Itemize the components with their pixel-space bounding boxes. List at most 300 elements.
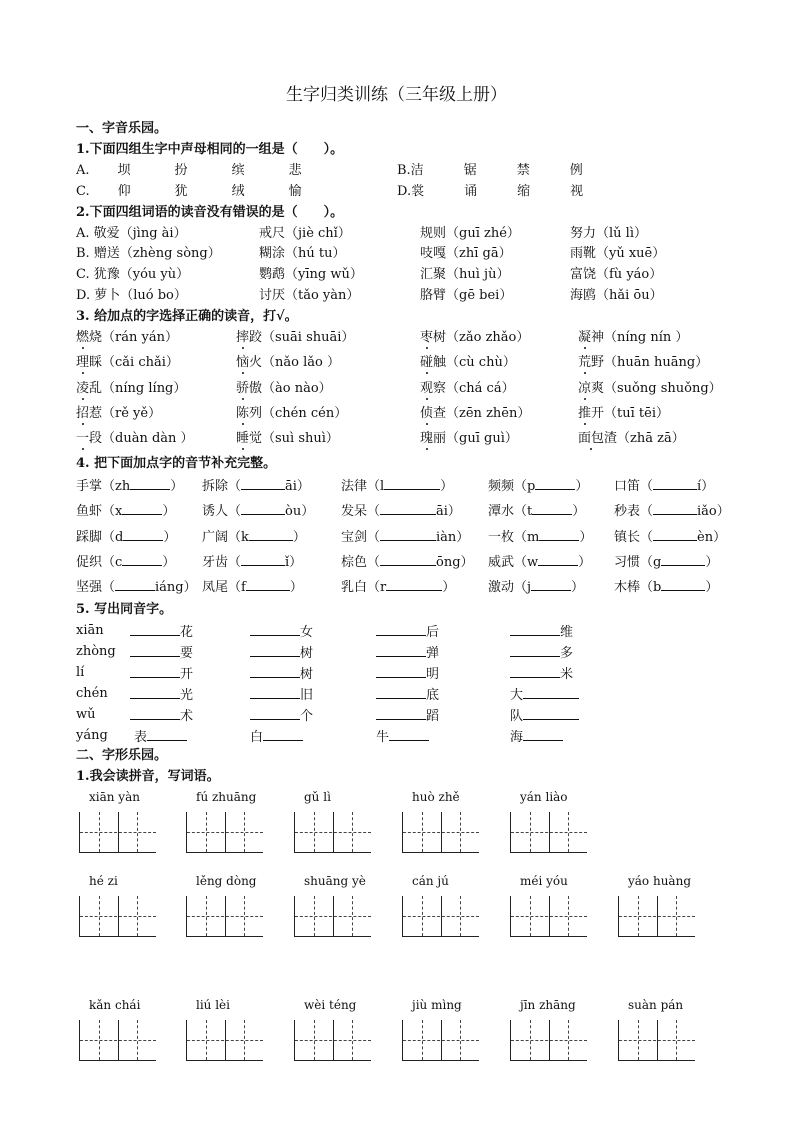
q4-item — [488, 527, 592, 547]
q6-question: 1.我会读拼音，写词语。 — [76, 769, 220, 784]
q5-char: 蹈 — [426, 709, 440, 724]
q5-item — [510, 685, 579, 705]
q4-item — [614, 476, 714, 496]
q4-suffix: iǎo） — [697, 504, 730, 519]
q3-dotted-char: 招 — [76, 406, 90, 421]
q5-item — [250, 643, 313, 663]
grid-midline — [295, 1040, 371, 1041]
q2-item: 戒尺（jiè chǐ） — [259, 226, 351, 241]
q3-dotted-char: 面包 — [578, 431, 605, 446]
writing-grid — [186, 874, 266, 940]
q3-dotted-char: 观 — [420, 381, 434, 396]
grid-midline — [187, 916, 263, 917]
q3-dotted-char: 瑰 — [420, 431, 434, 446]
q3-item — [578, 354, 708, 372]
q5-char: 树 — [300, 646, 314, 661]
q4-item — [202, 476, 310, 496]
q5-blank[interactable] — [523, 706, 579, 720]
q4-prefix: 手掌（zh — [76, 479, 131, 494]
q5-char: 维 — [560, 625, 574, 640]
writing-grid — [402, 998, 482, 1064]
q1-option-c: C. 仰 犹 绒 愉 — [76, 184, 302, 199]
q4-blank[interactable] — [386, 577, 442, 591]
q1-option-a: A. 坝 扮 缤 悲 — [76, 163, 302, 178]
q2-item: 胳臂（gē bei） — [420, 288, 513, 303]
q5-blank[interactable] — [523, 685, 579, 699]
writing-grid — [510, 874, 590, 940]
grid-pinyin: jīn zhāng — [520, 998, 576, 1012]
q5-item — [130, 706, 193, 726]
q1-option-d: D.裳 诵 缩 视 — [397, 184, 584, 199]
q3-item-text: 查（zēn zhēn） — [433, 406, 531, 421]
q4-item — [76, 501, 175, 521]
grid-midline — [187, 1040, 263, 1041]
q3-dotted-char: 凌 — [76, 381, 90, 396]
q4-prefix: 潭水（t — [488, 504, 533, 519]
q3-item — [236, 430, 339, 448]
q5-item — [376, 727, 429, 747]
q5-item — [510, 643, 573, 663]
q3-dotted-char: 睡 — [236, 431, 250, 446]
q5-item — [250, 706, 313, 726]
q4-blank[interactable] — [241, 476, 285, 490]
q3-item — [236, 354, 340, 372]
writing-box[interactable] — [294, 896, 371, 937]
writing-grid — [510, 998, 590, 1064]
section-1-header: 一、字音乐园。 — [76, 121, 168, 136]
q3-item — [76, 430, 194, 448]
q4-item — [341, 501, 461, 521]
q5-blank[interactable] — [376, 706, 426, 720]
q5-char: 明 — [426, 667, 440, 682]
q4-suffix: òu） — [285, 504, 315, 519]
q4-prefix: 鱼虾（x — [76, 504, 123, 519]
q5-char: 旧 — [300, 688, 314, 703]
q5-blank[interactable] — [250, 685, 300, 699]
q3-item — [76, 380, 186, 398]
q3-item-text: 开（tuī tēi） — [591, 406, 669, 421]
grid-pinyin: lěng dòng — [196, 874, 257, 888]
q3-item — [420, 405, 530, 423]
writing-box[interactable] — [402, 1020, 479, 1061]
q4-suffix: ǐ） — [285, 555, 303, 570]
q3-dotted-char: 理 — [76, 355, 90, 370]
grid-midline — [80, 832, 156, 833]
q3-item-text: 火（nǎo lǎo ） — [249, 355, 340, 370]
q3-item — [578, 380, 722, 398]
q3-dotted-char: 凝 — [578, 330, 592, 345]
q5-item — [376, 706, 439, 726]
q4-prefix: 促织（c — [76, 555, 123, 570]
q4-blank[interactable] — [122, 552, 162, 566]
q3-item-text: 渣（zhā zā） — [604, 431, 685, 446]
writing-grid — [79, 874, 159, 940]
q3-item-text: 跤（suāi shuāi） — [249, 330, 355, 345]
q4-prefix: 口笛（ — [614, 479, 654, 494]
q4-prefix: 一枚（m — [488, 530, 540, 545]
writing-grid — [402, 790, 482, 856]
q5-item — [510, 622, 573, 642]
q4-item — [488, 501, 585, 521]
q3-item — [420, 354, 516, 372]
q4-blank[interactable] — [653, 501, 697, 515]
q5-blank[interactable] — [250, 664, 300, 678]
q4-suffix: ōng） — [436, 555, 474, 570]
q4-suffix: ） — [289, 580, 303, 595]
q2-item: 汇聚（huì jù） — [420, 267, 510, 282]
q5-char: 术 — [180, 709, 194, 724]
q3-item-text: 段（duàn dàn ） — [89, 431, 194, 446]
q5-pinyin: lí — [76, 665, 85, 680]
grid-midline — [511, 832, 587, 833]
grid-midline — [295, 832, 371, 833]
writing-box[interactable] — [294, 1020, 371, 1061]
q4-prefix: 木棒（b — [614, 580, 662, 595]
q3-item — [420, 430, 518, 448]
q2-item: 海鸥（hǎi ōu） — [570, 288, 663, 303]
q3-item-text: 触（cù chù） — [433, 355, 516, 370]
q4-suffix: ） — [292, 530, 306, 545]
q5-item — [376, 622, 439, 642]
writing-box[interactable] — [510, 812, 587, 853]
q5-char: 队 — [510, 709, 524, 724]
q4-prefix: 频频（p — [488, 479, 536, 494]
q5-char: 底 — [426, 688, 440, 703]
q4-suffix: āi） — [285, 479, 310, 494]
q3-item-text: 乱（níng líng） — [89, 381, 187, 396]
q4-item — [202, 527, 306, 547]
q5-blank[interactable] — [250, 622, 300, 636]
q4-blank[interactable] — [380, 501, 436, 515]
q5-item — [376, 664, 439, 684]
q5-char: 开 — [180, 667, 194, 682]
q3-item-text: 烧（rán yán） — [89, 330, 178, 345]
q3-item — [76, 329, 178, 347]
q4-blank[interactable] — [122, 501, 162, 515]
grid-pinyin: cán jú — [412, 874, 449, 888]
q3-item — [578, 430, 685, 448]
grid-midline — [80, 1040, 156, 1041]
q5-item — [250, 727, 303, 747]
writing-box[interactable] — [79, 896, 156, 937]
q2-item: 富饶（fù yáo） — [570, 267, 663, 282]
q5-blank[interactable] — [510, 643, 560, 657]
writing-box[interactable] — [402, 896, 479, 937]
q5-pinyin: wǔ — [76, 707, 96, 722]
q5-char: 海 — [510, 730, 524, 745]
q5-blank[interactable] — [130, 622, 180, 636]
q4-suffix: èn） — [697, 530, 727, 545]
q4-prefix: 秒表（ — [614, 504, 654, 519]
q4-prefix: 广阔（k — [202, 530, 249, 545]
writing-grid — [294, 998, 374, 1064]
writing-grid — [79, 790, 159, 856]
q3-dotted-char: 枣 — [420, 330, 434, 345]
q3-question: 3. 给加点的字选择正确的读音，打√。 — [76, 309, 298, 324]
q5-char: 多 — [560, 646, 574, 661]
q4-suffix: ） — [162, 504, 176, 519]
grid-pinyin: yáo huàng — [628, 874, 691, 888]
q3-item — [76, 405, 161, 423]
grid-pinyin: jiù mìng — [412, 998, 462, 1012]
q3-dotted-char: 凉 — [578, 381, 592, 396]
q4-suffix: āi） — [436, 504, 461, 519]
q4-prefix: 乳白（r — [341, 580, 387, 595]
q4-question: 4. 把下面加点字的音节补充完整。 — [76, 456, 277, 471]
q5-blank[interactable] — [130, 685, 180, 699]
writing-box[interactable] — [510, 896, 587, 937]
q5-char: 后 — [426, 625, 440, 640]
grid-pinyin: wèi téng — [304, 998, 357, 1012]
q4-prefix: 激动（j — [488, 580, 532, 595]
q3-item-text: 察（chá cá） — [433, 381, 515, 396]
q5-blank[interactable] — [130, 643, 180, 657]
q4-suffix: ） — [579, 530, 593, 545]
q5-question: 5. 写出同音字。 — [76, 602, 173, 617]
q4-item — [76, 577, 197, 597]
q4-item — [488, 577, 584, 597]
q2-item: C. 犹豫（yóu yù） — [76, 267, 190, 282]
writing-box[interactable] — [186, 1020, 263, 1061]
writing-box[interactable] — [79, 1020, 156, 1061]
q3-dotted-char: 一 — [76, 431, 90, 446]
q4-suffix: ） — [578, 555, 592, 570]
q4-blank[interactable] — [653, 527, 697, 541]
q4-blank[interactable] — [384, 476, 440, 490]
q4-suffix: ） — [170, 479, 184, 494]
q5-blank[interactable] — [263, 727, 303, 741]
q4-suffix: iáng） — [155, 580, 197, 595]
writing-grid — [510, 790, 590, 856]
grid-pinyin: gǔ lì — [304, 790, 331, 804]
q5-blank[interactable] — [376, 643, 426, 657]
q2-question: 2.下面四组词语的读音没有错误的是（ ）。 — [76, 205, 344, 220]
q4-prefix: 拆除（ — [202, 479, 242, 494]
q5-char: 米 — [560, 667, 574, 682]
q5-item — [510, 664, 573, 684]
q3-item-text: 惹（rě yě） — [89, 406, 162, 421]
q3-dotted-char: 恼 — [236, 355, 250, 370]
q4-blank[interactable] — [532, 501, 572, 515]
grid-pinyin: méi yóu — [520, 874, 568, 888]
writing-grid — [186, 790, 266, 856]
q4-suffix: ） — [575, 479, 589, 494]
q3-item-text: 列（chén cén） — [249, 406, 348, 421]
q5-item — [130, 685, 193, 705]
q4-item — [76, 552, 175, 572]
q4-blank[interactable] — [130, 476, 170, 490]
grid-pinyin: huò zhě — [412, 790, 460, 804]
writing-grid — [186, 998, 266, 1064]
q4-item — [202, 552, 302, 572]
q2-item: B. 赠送（zhèng sòng） — [76, 246, 221, 261]
q4-item — [76, 476, 183, 496]
q3-item-text: 爽（suǒng shuǒng） — [591, 381, 722, 396]
q3-item — [76, 354, 179, 372]
q2-item: A. 敬爱（jìng ài） — [76, 226, 187, 241]
writing-box[interactable] — [186, 896, 263, 937]
grid-midline — [295, 916, 371, 917]
q5-blank[interactable] — [130, 706, 180, 720]
q3-dotted-char: 侦 — [420, 406, 434, 421]
q3-item-text: 神（níng nín ） — [591, 330, 689, 345]
q5-char: 树 — [300, 667, 314, 682]
q3-dotted-char: 碰 — [420, 355, 434, 370]
q5-blank[interactable] — [376, 664, 426, 678]
q4-prefix: 发呆（ — [341, 504, 381, 519]
grid-pinyin: fú zhuāng — [196, 790, 257, 804]
grid-midline — [619, 1040, 695, 1041]
q4-item — [488, 476, 588, 496]
q3-item-text: 野（huān huāng） — [591, 355, 709, 370]
writing-box[interactable] — [402, 812, 479, 853]
q4-blank[interactable] — [246, 577, 290, 591]
q3-item — [578, 329, 688, 347]
q4-prefix: 法律（l — [341, 479, 385, 494]
grid-pinyin: liú lèi — [196, 998, 230, 1012]
q5-blank[interactable] — [389, 727, 429, 741]
q1-option-b: B.洁 锯 禁 例 — [397, 163, 583, 178]
q5-item — [376, 643, 439, 663]
q3-item — [420, 380, 515, 398]
q4-blank[interactable] — [380, 527, 436, 541]
q1-question: 1.下面四组生字中声母相同的一组是（ ）。 — [76, 142, 344, 157]
q4-blank[interactable] — [380, 552, 436, 566]
q2-item: 规则（guī zhé） — [420, 226, 520, 241]
q4-suffix: ） — [442, 580, 456, 595]
q4-item — [341, 577, 455, 597]
q4-suffix: ） — [705, 580, 719, 595]
q5-blank[interactable] — [376, 622, 426, 636]
q4-blank[interactable] — [123, 527, 163, 541]
q5-blank[interactable] — [376, 685, 426, 699]
q4-item — [76, 527, 176, 547]
q5-blank[interactable] — [250, 643, 300, 657]
q5-item — [250, 685, 313, 705]
q4-item — [614, 577, 718, 597]
writing-box[interactable] — [294, 812, 371, 853]
grid-pinyin: xiān yàn — [89, 790, 140, 804]
q3-item-text: 觉（suì shuì） — [249, 431, 339, 446]
q3-dotted-char: 荒 — [578, 355, 592, 370]
q4-blank[interactable] — [661, 552, 705, 566]
grid-pinyin: yán liào — [520, 790, 568, 804]
q5-blank[interactable] — [523, 727, 563, 741]
q5-char: 花 — [180, 625, 194, 640]
q4-prefix: 诱人（ — [202, 504, 242, 519]
writing-box[interactable] — [618, 896, 695, 937]
q5-char: 表 — [134, 730, 148, 745]
writing-grid — [402, 874, 482, 940]
q5-blank[interactable] — [510, 622, 560, 636]
grid-pinyin: kǎn chái — [89, 998, 141, 1012]
grid-pinyin: shuāng yè — [304, 874, 366, 888]
grid-midline — [511, 916, 587, 917]
writing-box[interactable] — [618, 1020, 695, 1061]
q5-item — [130, 643, 193, 663]
q2-item: 糊涂（hú tu） — [259, 246, 346, 261]
writing-grid — [294, 790, 374, 856]
q2-item: 讨厌（tǎo yàn） — [259, 288, 360, 303]
q4-blank[interactable] — [535, 476, 575, 490]
q4-prefix: 习惯（g — [614, 555, 662, 570]
q5-blank[interactable] — [250, 706, 300, 720]
q4-blank[interactable] — [661, 577, 705, 591]
q5-char: 弹 — [426, 646, 440, 661]
q2-item: 雨靴（yǔ xuē） — [570, 246, 666, 261]
grid-midline — [403, 1040, 479, 1041]
writing-box[interactable] — [510, 1020, 587, 1061]
q3-item — [236, 405, 347, 423]
q3-item-text: 树（zǎo zhǎo） — [433, 330, 530, 345]
q5-char: 要 — [180, 646, 194, 661]
q4-blank[interactable] — [115, 577, 155, 591]
q5-char: 牛 — [376, 730, 390, 745]
q5-pinyin: chén — [76, 686, 108, 701]
q4-item — [614, 501, 730, 521]
writing-box[interactable] — [186, 812, 263, 853]
q5-item — [130, 622, 193, 642]
q4-blank[interactable] — [241, 552, 285, 566]
q4-suffix: ） — [440, 479, 454, 494]
q5-item — [250, 664, 313, 684]
writing-grid — [618, 874, 698, 940]
q5-pinyin: zhòng — [76, 644, 116, 659]
q4-blank[interactable] — [538, 552, 578, 566]
q5-char: 个 — [300, 709, 314, 724]
q4-blank[interactable] — [539, 527, 579, 541]
writing-grid — [294, 874, 374, 940]
q5-item — [130, 664, 193, 684]
writing-grid — [618, 998, 698, 1064]
grid-midline — [187, 832, 263, 833]
q2-item: 鹦鹉（yīng wǔ） — [259, 267, 363, 282]
q4-blank[interactable] — [653, 476, 697, 490]
q3-item — [578, 405, 669, 423]
page-title: 生字归类训练（三年级上册） — [286, 85, 507, 105]
q4-item — [341, 527, 469, 547]
section-2-header: 二、字形乐园。 — [76, 748, 168, 763]
q5-blank[interactable] — [147, 727, 187, 741]
q3-dotted-char: 陈 — [236, 406, 250, 421]
q5-item — [250, 622, 313, 642]
grid-midline — [403, 916, 479, 917]
q5-char: 大 — [510, 688, 524, 703]
q2-item: 努力（lǔ lì） — [570, 226, 647, 241]
writing-box[interactable] — [79, 812, 156, 853]
q2-item: D. 萝卜（luó bo） — [76, 288, 187, 303]
q3-item — [236, 329, 354, 347]
q4-suffix: ） — [572, 504, 586, 519]
q4-blank[interactable] — [241, 501, 285, 515]
q4-prefix: 镇长（ — [614, 530, 654, 545]
q5-blank[interactable] — [510, 664, 560, 678]
q3-item-text: 丽（guī guì） — [433, 431, 518, 446]
q4-blank[interactable] — [249, 527, 293, 541]
q4-item — [202, 577, 303, 597]
grid-midline — [80, 916, 156, 917]
grid-midline — [403, 832, 479, 833]
q5-char: 光 — [180, 688, 194, 703]
q3-item — [236, 380, 332, 398]
q5-pinyin: yáng — [76, 728, 108, 743]
grid-pinyin: suàn pán — [628, 998, 684, 1012]
q3-item-text: 睬（cǎi chǎi） — [89, 355, 179, 370]
q4-blank[interactable] — [531, 577, 571, 591]
q4-prefix: 凤尾（f — [202, 580, 246, 595]
q5-blank[interactable] — [130, 664, 180, 678]
writing-grid — [79, 998, 159, 1064]
